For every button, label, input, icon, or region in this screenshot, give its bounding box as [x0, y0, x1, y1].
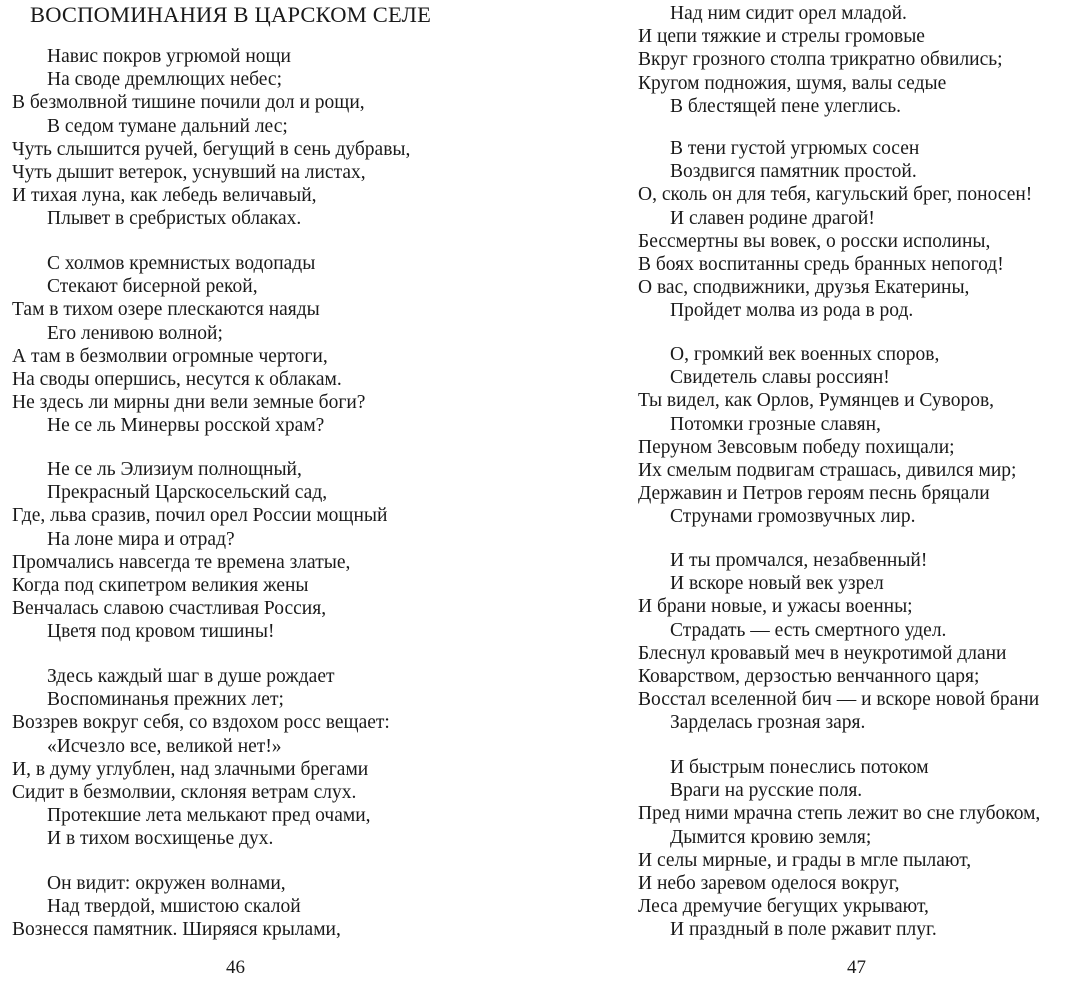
poem-line: Над ним сидит орел младой.: [670, 3, 907, 24]
stanza: [536, 137, 1032, 323]
left-page: [0, 0, 530, 989]
stanza: [536, 549, 1039, 735]
poem-line: Когда под скипетром великия жены: [12, 574, 309, 596]
stanza: [536, 2, 1003, 118]
poem-line: О, сколь он для тебя, кагульский брег, поносен!: [638, 184, 1033, 206]
page-number: 47: [847, 957, 866, 978]
poem-line: Кругом подножия, шумя, валы седые: [638, 72, 947, 94]
poem-title: ВОСПОМИНАНИЯ В ЦАРСКОМ СЕЛЕ: [30, 2, 432, 27]
poem-line: Воспоминанья прежних лет;: [47, 689, 284, 711]
poem-line: Где, льва сразив, почил орел России мощный: [12, 505, 388, 527]
poem-line: Венчалась славою счастливая Россия,: [12, 598, 327, 620]
poem-line: И небо заревом оделося вокруг,: [638, 872, 900, 894]
poem-line: На своды опершись, несутся к облакам.: [12, 368, 342, 390]
poem-line: На своде дремлющих небес;: [47, 69, 282, 91]
poem-line: На лоне мира и отрад?: [47, 528, 235, 550]
poem-line: В боях воспитанны средь бранных непогод!: [638, 253, 1004, 275]
poem-line: Чуть дышит ветерок, уснувший на листах,: [12, 161, 366, 183]
poem-line: Воззрев вокруг себя, со вздохом росс вещает:: [12, 712, 390, 734]
poem-line: Вкруг грозного столпа трикратно обвились;: [638, 49, 1003, 71]
poem-line: И, в думу углублен, над злачными брегами: [12, 758, 369, 780]
poem-line: И в тихом восхищенье дух.: [47, 828, 274, 850]
poem-line: Ты видел, как Орлов, Румянцев и Суворов,: [638, 390, 995, 412]
poem-line: Зарделась грозная заря.: [670, 712, 866, 734]
poem-line: В безмолвной тишине почили дол и рощи,: [12, 92, 365, 114]
poem-line: В блестящей пене улеглись.: [670, 95, 901, 117]
stanza: [0, 665, 390, 851]
poem-line: Блеснул кровавый меч в неукротимой длани: [638, 642, 1007, 664]
right-page: [536, 0, 1072, 989]
poem-line: Струнами громозвучных лир.: [670, 506, 916, 528]
page-number: 46: [226, 957, 245, 978]
poem-line: Воздвигся памятник простой.: [670, 161, 917, 183]
poem-line: Коварством, дерзостью венчанного царя;: [638, 665, 980, 687]
poem-line: О вас, сподвижники, друзья Екатерины,: [638, 277, 970, 299]
poem-line: Протекшие лета мелькают пред очами,: [47, 805, 371, 827]
poem-line: Там в тихом озере плескаются наяды: [12, 299, 320, 321]
stanza: [0, 252, 365, 438]
stanza: [536, 756, 1040, 942]
poem-line: Враги на русские поля.: [670, 780, 863, 802]
poem-line: Пройдет молва из рода в род.: [670, 300, 914, 322]
poem-line: Не се ль Элизиум полнощный,: [47, 459, 302, 480]
poem-line: Перуном Зевсовым победу похищали;: [638, 436, 955, 458]
poem-line: Плывет в сребристых облаках.: [47, 208, 302, 230]
poem-line: Пред ними мрачна степь лежит во сне глубоком,: [638, 803, 1041, 825]
poem-line: Державин и Петров героям песнь бряцали: [638, 483, 990, 505]
poem-line: И праздный в поле ржавит плуг.: [670, 919, 937, 941]
poem-line: С холмов кремнистых водопады: [47, 253, 316, 274]
poem-line: Свидетель славы россиян!: [670, 367, 890, 389]
poem-line: Потомки грозные славян,: [670, 413, 881, 435]
poem-line: Сидит в безмолвии, склоняя ветрам слух.: [12, 781, 357, 803]
poem-line: Не се ль Минервы росской храм?: [47, 415, 325, 437]
poem-line: О, громкий век военных споров,: [670, 344, 940, 365]
poem-line: Чуть слышится ручей, бегущий в сень дубравы,: [12, 138, 411, 160]
poem-line: Бессмертны вы вовек, о росски исполины,: [638, 230, 991, 252]
poem-line: В тени густой угрюмых сосен: [670, 138, 920, 159]
stanza: [536, 343, 1016, 529]
poem-line: Здесь каждый шаг в душе рождает: [47, 666, 335, 687]
poem-line: «Исчезло все, великой нет!»: [47, 735, 282, 757]
poem-line: Навис покров угрюмой нощи: [47, 46, 291, 67]
poem-line: Цветя под кровом тишины!: [47, 621, 275, 643]
poem-line: И брани новые, и ужасы военны;: [638, 596, 913, 618]
poem-line: Стекают бисерной рекой,: [47, 276, 258, 298]
poem-line: И цепи тяжкие и стрелы громовые: [638, 26, 925, 48]
poem-line: В седом тумане дальний лес;: [47, 115, 288, 137]
poem-line: И ты промчался, незабвенный!: [670, 550, 928, 571]
stanza: [0, 45, 410, 231]
poem-line: Промчались навсегда те времена златые,: [12, 551, 351, 573]
poem-line: Вознесся памятник. Ширяяся крылами,: [12, 919, 341, 941]
poem-line: Восстал вселенной бич — и вскоре новой брани: [638, 689, 1040, 711]
poem-line: И тихая луна, как лебедь величавый,: [12, 185, 317, 207]
poem-line: Их смелым подвигам страшась, дивился мир;: [638, 459, 1017, 481]
poem-line: И быстрым понеслись потоком: [670, 757, 929, 778]
poem-line: Не здесь ли мирны дни вели земные боги?: [12, 392, 366, 414]
poem-line: Над твердой, мшистою скалой: [47, 896, 301, 918]
poem-line: И вскоре новый век узрел: [670, 573, 884, 595]
poem-line: А там в безмолвии огромные чертоги,: [12, 345, 328, 367]
poem-line: И славен родине драгой!: [670, 207, 875, 229]
poem-line: Леса дремучие бегущих укрывают,: [638, 896, 929, 918]
poem-line: Он видит: окружен волнами,: [47, 873, 286, 894]
stanza: [0, 872, 341, 942]
poem-line: И селы мирные, и грады в мгле пылают,: [638, 849, 972, 871]
poem-line: Прекрасный Царскосельский сад,: [47, 482, 328, 504]
poem-line: Страдать — есть смертного удел.: [670, 619, 947, 641]
stanza: [0, 458, 387, 644]
poem-line: Его ленивою волной;: [47, 322, 223, 344]
poem-line: Дымится кровию земля;: [670, 826, 872, 848]
